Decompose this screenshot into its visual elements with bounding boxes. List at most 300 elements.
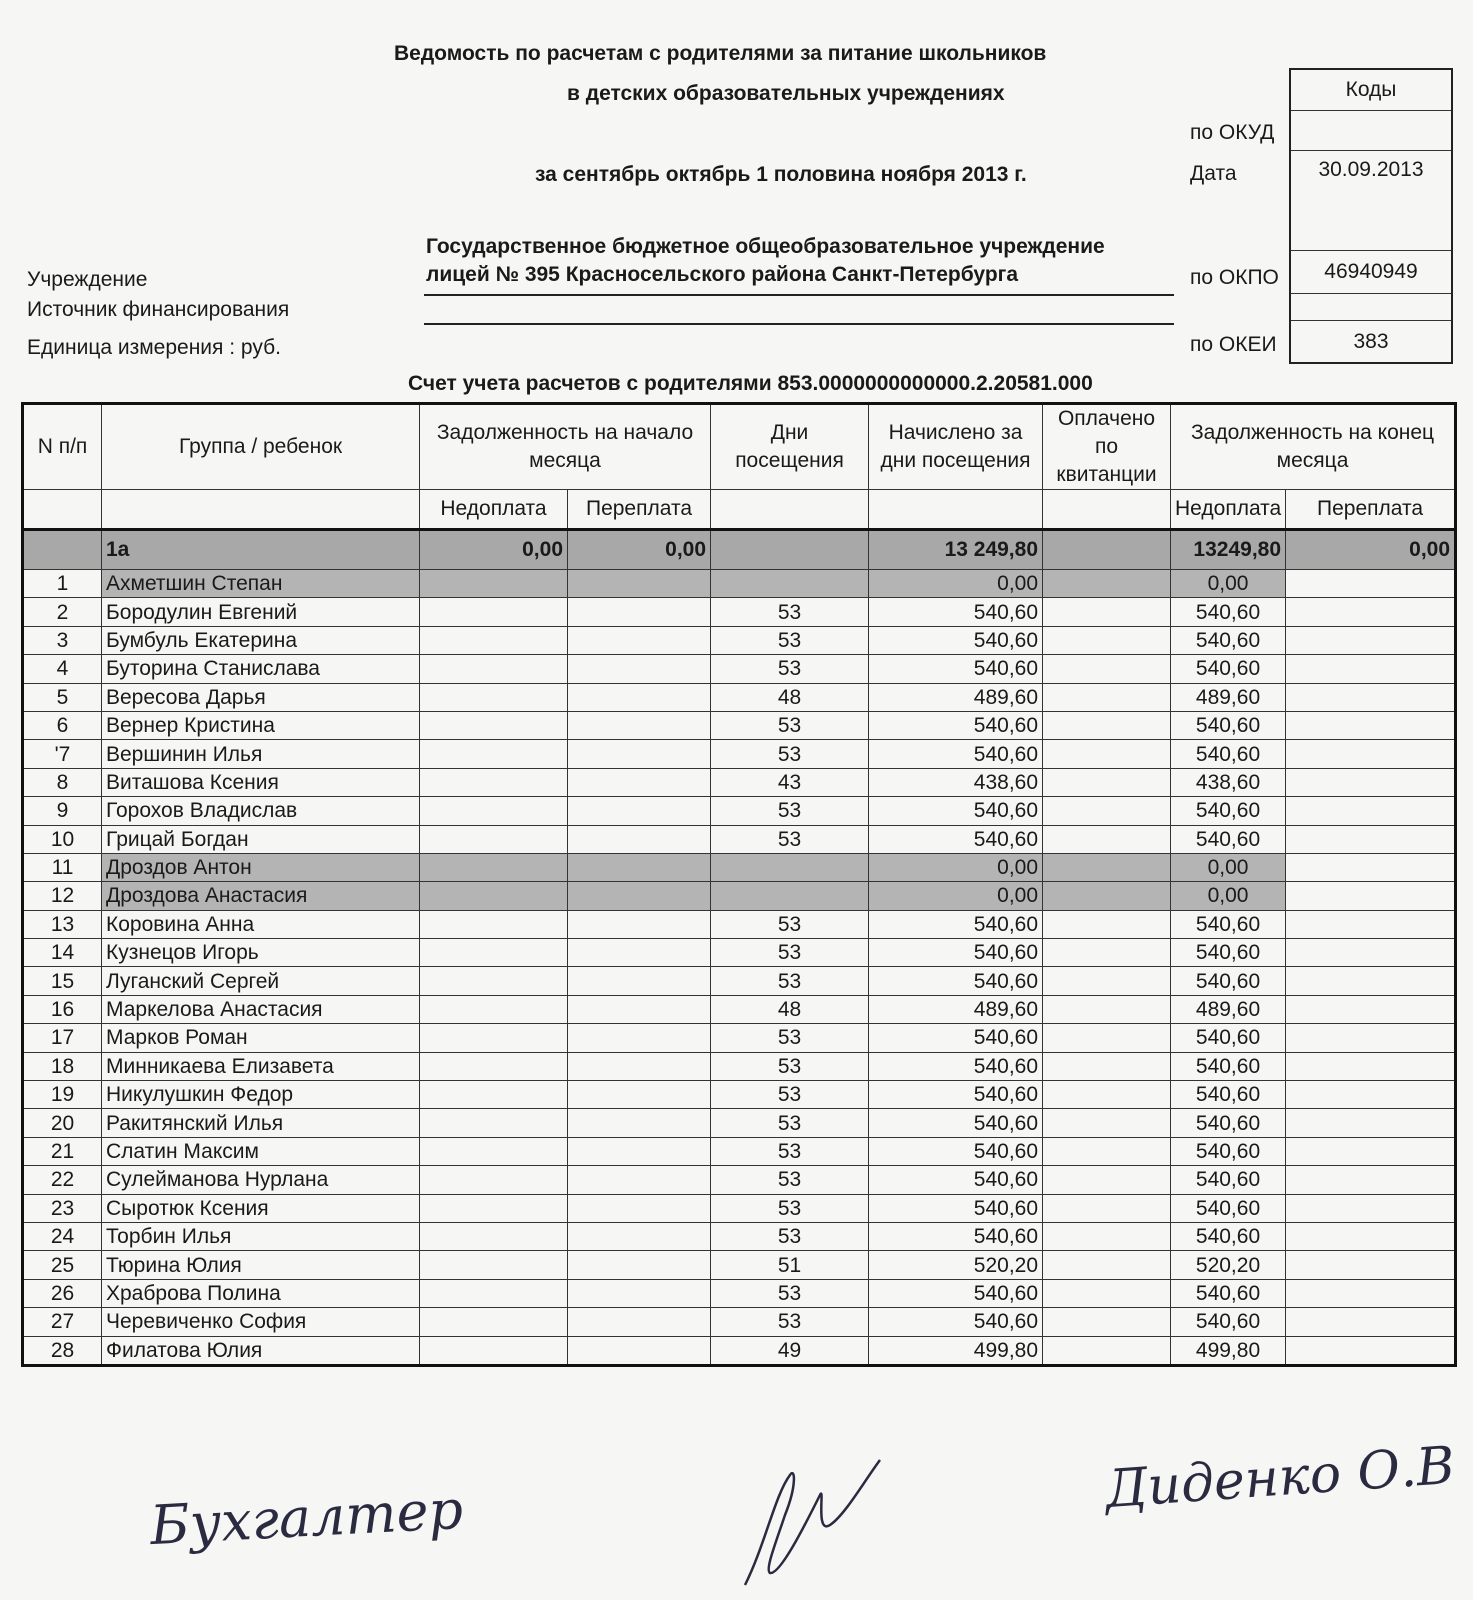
- row-number: 27: [23, 1308, 102, 1336]
- child-name: Марков Роман: [102, 1024, 420, 1052]
- charged-amount: 540,60: [869, 1279, 1043, 1307]
- days-attended: [711, 882, 869, 910]
- group-end-overpay: 0,00: [1286, 530, 1456, 570]
- paid-amount: [1043, 683, 1171, 711]
- end-overpay: [1286, 655, 1456, 683]
- col-number: N п/п: [23, 404, 102, 490]
- paid-amount: [1043, 711, 1171, 739]
- start-underpay: [420, 853, 568, 881]
- end-underpay: 540,60: [1171, 740, 1286, 768]
- table-row: [23, 967, 1456, 995]
- table-row: [23, 1279, 1456, 1307]
- row-number: 5: [23, 683, 102, 711]
- row-number: 4: [23, 655, 102, 683]
- days-attended: 48: [711, 683, 869, 711]
- days-attended: 53: [711, 1137, 869, 1165]
- row-number: 25: [23, 1251, 102, 1279]
- row-number: 12: [23, 882, 102, 910]
- end-overpay: [1286, 1024, 1456, 1052]
- start-underpay: [420, 1251, 568, 1279]
- end-underpay: 540,60: [1171, 1024, 1286, 1052]
- paid-amount: [1043, 797, 1171, 825]
- col-paid: Оплачено по квитанции: [1043, 404, 1171, 490]
- end-underpay: 540,60: [1171, 1308, 1286, 1336]
- col-group-child: Группа / ребенок: [102, 404, 420, 490]
- table-row: [23, 1137, 1456, 1165]
- table-row: [23, 711, 1456, 739]
- paid-amount: [1043, 1308, 1171, 1336]
- days-attended: 49: [711, 1336, 869, 1365]
- charged-amount: 0,00: [869, 570, 1043, 598]
- start-underpay: [420, 1052, 568, 1080]
- end-overpay: [1286, 768, 1456, 796]
- row-number: 14: [23, 939, 102, 967]
- end-underpay: 540,60: [1171, 797, 1286, 825]
- charged-amount: 540,60: [869, 910, 1043, 938]
- days-attended: 53: [711, 598, 869, 626]
- row-number: '7: [23, 740, 102, 768]
- report-period: за сентябрь октябрь 1 половина ноября 2013 г.: [535, 163, 1027, 186]
- end-overpay: [1286, 1336, 1456, 1365]
- start-underpay: [420, 1222, 568, 1250]
- end-overpay: [1286, 1222, 1456, 1250]
- label-financing-source: Источник финансирования: [27, 298, 290, 321]
- start-overpay: [568, 1336, 711, 1365]
- start-overpay: [568, 1052, 711, 1080]
- label-institution: Учреждение: [27, 268, 148, 291]
- table-row: [23, 825, 1456, 853]
- end-overpay: [1286, 939, 1456, 967]
- row-number: 15: [23, 967, 102, 995]
- days-attended: 53: [711, 1222, 869, 1250]
- end-overpay: [1286, 1137, 1456, 1165]
- days-attended: 53: [711, 1109, 869, 1137]
- row-number: 11: [23, 853, 102, 881]
- row-number: 6: [23, 711, 102, 739]
- end-underpay: 540,60: [1171, 939, 1286, 967]
- charged-amount: 0,00: [869, 853, 1043, 881]
- paid-amount: [1043, 1251, 1171, 1279]
- table-row: [23, 797, 1456, 825]
- charged-amount: 540,60: [869, 825, 1043, 853]
- days-attended: 48: [711, 995, 869, 1023]
- paid-amount: [1043, 1109, 1171, 1137]
- table-row: [23, 1308, 1456, 1336]
- col-days: Дни посещения: [711, 404, 869, 490]
- start-underpay: [420, 995, 568, 1023]
- charged-amount: 489,60: [869, 683, 1043, 711]
- end-underpay: 540,60: [1171, 1109, 1286, 1137]
- start-overpay: [568, 1166, 711, 1194]
- paid-amount: [1043, 939, 1171, 967]
- table-row: [23, 655, 1456, 683]
- end-underpay: 0,00: [1171, 853, 1286, 881]
- table-row: [23, 598, 1456, 626]
- end-overpay: [1286, 1194, 1456, 1222]
- start-underpay: [420, 1308, 568, 1336]
- start-overpay: [568, 1308, 711, 1336]
- start-overpay: [568, 683, 711, 711]
- table-row: [23, 882, 1456, 910]
- end-underpay: 499,80: [1171, 1336, 1286, 1365]
- title-line-2: в детских образовательных учреждениях: [567, 82, 1005, 105]
- paid-amount: [1043, 570, 1171, 598]
- table-row: [23, 1336, 1456, 1365]
- start-overpay: [568, 1251, 711, 1279]
- days-attended: 53: [711, 711, 869, 739]
- start-overpay: [568, 740, 711, 768]
- child-name: Дроздова Анастасия: [102, 882, 420, 910]
- start-overpay: [568, 1222, 711, 1250]
- charged-amount: 540,60: [869, 1166, 1043, 1194]
- start-overpay: [568, 626, 711, 654]
- title-line-1: Ведомость по расчетам с родителями за питание школьников: [394, 42, 1047, 65]
- charged-amount: 540,60: [869, 797, 1043, 825]
- days-attended: 53: [711, 655, 869, 683]
- charged-amount: 489,60: [869, 995, 1043, 1023]
- end-underpay: 520,20: [1171, 1251, 1286, 1279]
- end-overpay: [1286, 853, 1456, 881]
- paid-amount: [1043, 626, 1171, 654]
- row-number: 13: [23, 910, 102, 938]
- start-underpay: [420, 910, 568, 938]
- table-row: [23, 853, 1456, 881]
- group-charged: 13 249,80: [869, 530, 1043, 570]
- end-overpay: [1286, 967, 1456, 995]
- paid-amount: [1043, 853, 1171, 881]
- sub-underpay-end: Недоплата: [1171, 490, 1286, 530]
- start-overpay: [568, 995, 711, 1023]
- paid-amount: [1043, 995, 1171, 1023]
- start-overpay: [568, 797, 711, 825]
- col-charged: Начислено за дни посещения: [869, 404, 1043, 490]
- end-overpay: [1286, 1052, 1456, 1080]
- charged-amount: 540,60: [869, 740, 1043, 768]
- charged-amount: 540,60: [869, 939, 1043, 967]
- start-underpay: [420, 1166, 568, 1194]
- start-overpay: [568, 939, 711, 967]
- col-debt-start: Задолженность на начало месяца: [420, 404, 711, 490]
- group-row: [23, 530, 1456, 570]
- start-underpay: [420, 1279, 568, 1307]
- end-underpay: 540,60: [1171, 967, 1286, 995]
- start-overpay: [568, 1279, 711, 1307]
- row-number: 26: [23, 1279, 102, 1307]
- end-overpay: [1286, 882, 1456, 910]
- table-row: [23, 1081, 1456, 1109]
- charged-amount: 540,60: [869, 655, 1043, 683]
- row-number: 2: [23, 598, 102, 626]
- end-overpay: [1286, 1279, 1456, 1307]
- paid-amount: [1043, 967, 1171, 995]
- end-underpay: 540,60: [1171, 1222, 1286, 1250]
- label-okud: по ОКУД: [1190, 121, 1275, 144]
- org-name-line-2: лицей № 395 Красносельского района Санкт-Петербурга: [426, 263, 1019, 286]
- child-name: Вересова Дарья: [102, 683, 420, 711]
- table-row: [23, 740, 1456, 768]
- row-number: 9: [23, 797, 102, 825]
- start-overpay: [568, 1194, 711, 1222]
- days-attended: [711, 853, 869, 881]
- end-underpay: 438,60: [1171, 768, 1286, 796]
- days-attended: 53: [711, 825, 869, 853]
- end-overpay: [1286, 910, 1456, 938]
- child-name: Буторина Станислава: [102, 655, 420, 683]
- child-name: Дроздов Антон: [102, 853, 420, 881]
- end-overpay: [1286, 797, 1456, 825]
- days-attended: 53: [711, 1052, 869, 1080]
- settlement-table: [21, 402, 1457, 1367]
- start-underpay: [420, 797, 568, 825]
- table-row: [23, 1194, 1456, 1222]
- paid-amount: [1043, 1024, 1171, 1052]
- end-underpay: 540,60: [1171, 825, 1286, 853]
- charged-amount: 540,60: [869, 1024, 1043, 1052]
- charged-amount: 540,60: [869, 1194, 1043, 1222]
- paid-amount: [1043, 1336, 1171, 1365]
- charged-amount: 540,60: [869, 1081, 1043, 1109]
- child-name: Вершинин Илья: [102, 740, 420, 768]
- start-underpay: [420, 626, 568, 654]
- end-underpay: 540,60: [1171, 910, 1286, 938]
- signature-name: Диденко О.В: [1103, 1435, 1457, 1521]
- child-name: Сыротюк Ксения: [102, 1194, 420, 1222]
- table-row: [23, 995, 1456, 1023]
- start-underpay: [420, 1137, 568, 1165]
- child-name: Виташова Ксения: [102, 768, 420, 796]
- table-row: [23, 910, 1456, 938]
- table-row: [23, 1052, 1456, 1080]
- start-overpay: [568, 825, 711, 853]
- codes-box: [1289, 68, 1453, 364]
- charged-amount: 540,60: [869, 626, 1043, 654]
- start-overpay: [568, 1024, 711, 1052]
- start-underpay: [420, 740, 568, 768]
- end-underpay: 540,60: [1171, 1137, 1286, 1165]
- start-underpay: [420, 1336, 568, 1365]
- start-overpay: [568, 910, 711, 938]
- end-underpay: 489,60: [1171, 683, 1286, 711]
- end-overpay: [1286, 626, 1456, 654]
- charged-amount: 540,60: [869, 1109, 1043, 1137]
- end-overpay: [1286, 1251, 1456, 1279]
- paid-amount: [1043, 1137, 1171, 1165]
- paid-amount: [1043, 825, 1171, 853]
- start-underpay: [420, 683, 568, 711]
- days-attended: 53: [711, 939, 869, 967]
- start-overpay: [568, 655, 711, 683]
- paid-amount: [1043, 740, 1171, 768]
- child-name: Сулейманова Нурлана: [102, 1166, 420, 1194]
- end-underpay: 489,60: [1171, 995, 1286, 1023]
- start-underpay: [420, 1081, 568, 1109]
- start-underpay: [420, 825, 568, 853]
- group-start-underpay: 0,00: [420, 530, 568, 570]
- table-row: [23, 626, 1456, 654]
- start-overpay: [568, 711, 711, 739]
- table-row: [23, 939, 1456, 967]
- charged-amount: 540,60: [869, 598, 1043, 626]
- col-debt-end: Задолженность на конец месяца: [1171, 404, 1456, 490]
- end-underpay: 540,60: [1171, 711, 1286, 739]
- start-overpay: [568, 1137, 711, 1165]
- paid-amount: [1043, 1194, 1171, 1222]
- charged-amount: 540,60: [869, 1222, 1043, 1250]
- end-overpay: [1286, 711, 1456, 739]
- child-name: Тюрина Юлия: [102, 1251, 420, 1279]
- paid-amount: [1043, 655, 1171, 683]
- group-end-underpay: 13249,80: [1171, 530, 1286, 570]
- table-row: [23, 1166, 1456, 1194]
- charged-amount: 540,60: [869, 967, 1043, 995]
- start-overpay: [568, 1081, 711, 1109]
- days-attended: 43: [711, 768, 869, 796]
- okud-value: [1291, 110, 1451, 151]
- charged-amount: 540,60: [869, 1308, 1043, 1336]
- child-name: Никулушкин Федор: [102, 1081, 420, 1109]
- child-name: Торбин Илья: [102, 1222, 420, 1250]
- end-overpay: [1286, 598, 1456, 626]
- okpo-value: 46940949: [1291, 250, 1451, 294]
- start-underpay: [420, 967, 568, 995]
- charged-amount: 0,00: [869, 882, 1043, 910]
- days-attended: 53: [711, 1194, 869, 1222]
- days-attended: 53: [711, 626, 869, 654]
- end-underpay: 540,60: [1171, 598, 1286, 626]
- table-row: [23, 683, 1456, 711]
- row-number: 10: [23, 825, 102, 853]
- org-underline: [424, 294, 1174, 296]
- child-name: Храброва Полина: [102, 1279, 420, 1307]
- group-name: 1а: [102, 530, 420, 570]
- signature-position: Бухгалтер: [148, 1477, 465, 1558]
- row-number: 16: [23, 995, 102, 1023]
- table-row: [23, 768, 1456, 796]
- sub-underpay-start: Недоплата: [420, 490, 568, 530]
- label-okpo: по ОКПО: [1190, 266, 1279, 289]
- row-number: 18: [23, 1052, 102, 1080]
- start-underpay: [420, 711, 568, 739]
- start-overpay: [568, 570, 711, 598]
- group-start-overpay: 0,00: [568, 530, 711, 570]
- row-number: 21: [23, 1137, 102, 1165]
- table-row: [23, 1222, 1456, 1250]
- start-overpay: [568, 598, 711, 626]
- row-number: 17: [23, 1024, 102, 1052]
- start-underpay: [420, 655, 568, 683]
- codes-title: Коды: [1291, 70, 1451, 111]
- paid-amount: [1043, 910, 1171, 938]
- end-underpay: 540,60: [1171, 1081, 1286, 1109]
- row-number: 23: [23, 1194, 102, 1222]
- start-overpay: [568, 882, 711, 910]
- days-attended: 53: [711, 1308, 869, 1336]
- end-overpay: [1286, 1081, 1456, 1109]
- end-overpay: [1286, 995, 1456, 1023]
- table-row: [23, 1251, 1456, 1279]
- sub-overpay-end: Переплата: [1286, 490, 1456, 530]
- paid-amount: [1043, 1222, 1171, 1250]
- child-name: Ахметшин Степан: [102, 570, 420, 598]
- end-underpay: 540,60: [1171, 1194, 1286, 1222]
- end-underpay: 540,60: [1171, 626, 1286, 654]
- child-name: Горохов Владислав: [102, 797, 420, 825]
- start-underpay: [420, 598, 568, 626]
- table-row: [23, 570, 1456, 598]
- org-name-line-1: Государственное бюджетное общеобразовательное учреждение: [426, 235, 1105, 258]
- row-number: 8: [23, 768, 102, 796]
- child-name: Луганский Сергей: [102, 967, 420, 995]
- start-underpay: [420, 939, 568, 967]
- paid-amount: [1043, 1081, 1171, 1109]
- days-attended: [711, 570, 869, 598]
- label-okei: по ОКЕИ: [1190, 333, 1277, 356]
- start-overpay: [568, 1109, 711, 1137]
- row-number: 1: [23, 570, 102, 598]
- row-number: 19: [23, 1081, 102, 1109]
- child-name: Бородулин Евгений: [102, 598, 420, 626]
- charged-amount: 540,60: [869, 711, 1043, 739]
- paid-amount: [1043, 882, 1171, 910]
- charged-amount: 540,60: [869, 1052, 1043, 1080]
- child-name: Бумбуль Екатерина: [102, 626, 420, 654]
- start-underpay: [420, 768, 568, 796]
- end-underpay: 0,00: [1171, 570, 1286, 598]
- end-overpay: [1286, 1166, 1456, 1194]
- charged-amount: 520,20: [869, 1251, 1043, 1279]
- label-date: Дата: [1190, 162, 1237, 185]
- child-name: Коровина Анна: [102, 910, 420, 938]
- days-attended: 53: [711, 967, 869, 995]
- row-number: 28: [23, 1336, 102, 1365]
- paid-amount: [1043, 1166, 1171, 1194]
- start-underpay: [420, 882, 568, 910]
- days-attended: 53: [711, 1166, 869, 1194]
- account-number: Счет учета расчетов с родителями 853.0000000000000.2.20581.000: [408, 372, 1093, 395]
- child-name: Минникаева Елизавета: [102, 1052, 420, 1080]
- child-name: Ракитянский Илья: [102, 1109, 420, 1137]
- paid-amount: [1043, 1052, 1171, 1080]
- end-overpay: [1286, 683, 1456, 711]
- start-overpay: [568, 853, 711, 881]
- paid-amount: [1043, 768, 1171, 796]
- paid-amount: [1043, 1279, 1171, 1307]
- days-attended: 53: [711, 1081, 869, 1109]
- child-name: Филатова Юлия: [102, 1336, 420, 1365]
- end-underpay: 0,00: [1171, 882, 1286, 910]
- days-attended: 53: [711, 740, 869, 768]
- charged-amount: 540,60: [869, 1137, 1043, 1165]
- days-attended: 51: [711, 1251, 869, 1279]
- child-name: Черевиченко София: [102, 1308, 420, 1336]
- child-name: Вернер Кристина: [102, 711, 420, 739]
- end-overpay: [1286, 740, 1456, 768]
- handwritten-signature: [735, 1455, 885, 1595]
- days-attended: 53: [711, 1279, 869, 1307]
- table-row: [23, 1024, 1456, 1052]
- start-underpay: [420, 570, 568, 598]
- row-number: 22: [23, 1166, 102, 1194]
- sub-overpay-start: Переплата: [568, 490, 711, 530]
- start-underpay: [420, 1109, 568, 1137]
- label-unit: Единица измерения : руб.: [27, 336, 281, 359]
- date-value: 30.09.2013: [1318, 158, 1424, 181]
- child-name: Грицай Богдан: [102, 825, 420, 853]
- end-underpay: 540,60: [1171, 1052, 1286, 1080]
- start-overpay: [568, 967, 711, 995]
- charged-amount: 499,80: [869, 1336, 1043, 1365]
- end-overpay: [1286, 1109, 1456, 1137]
